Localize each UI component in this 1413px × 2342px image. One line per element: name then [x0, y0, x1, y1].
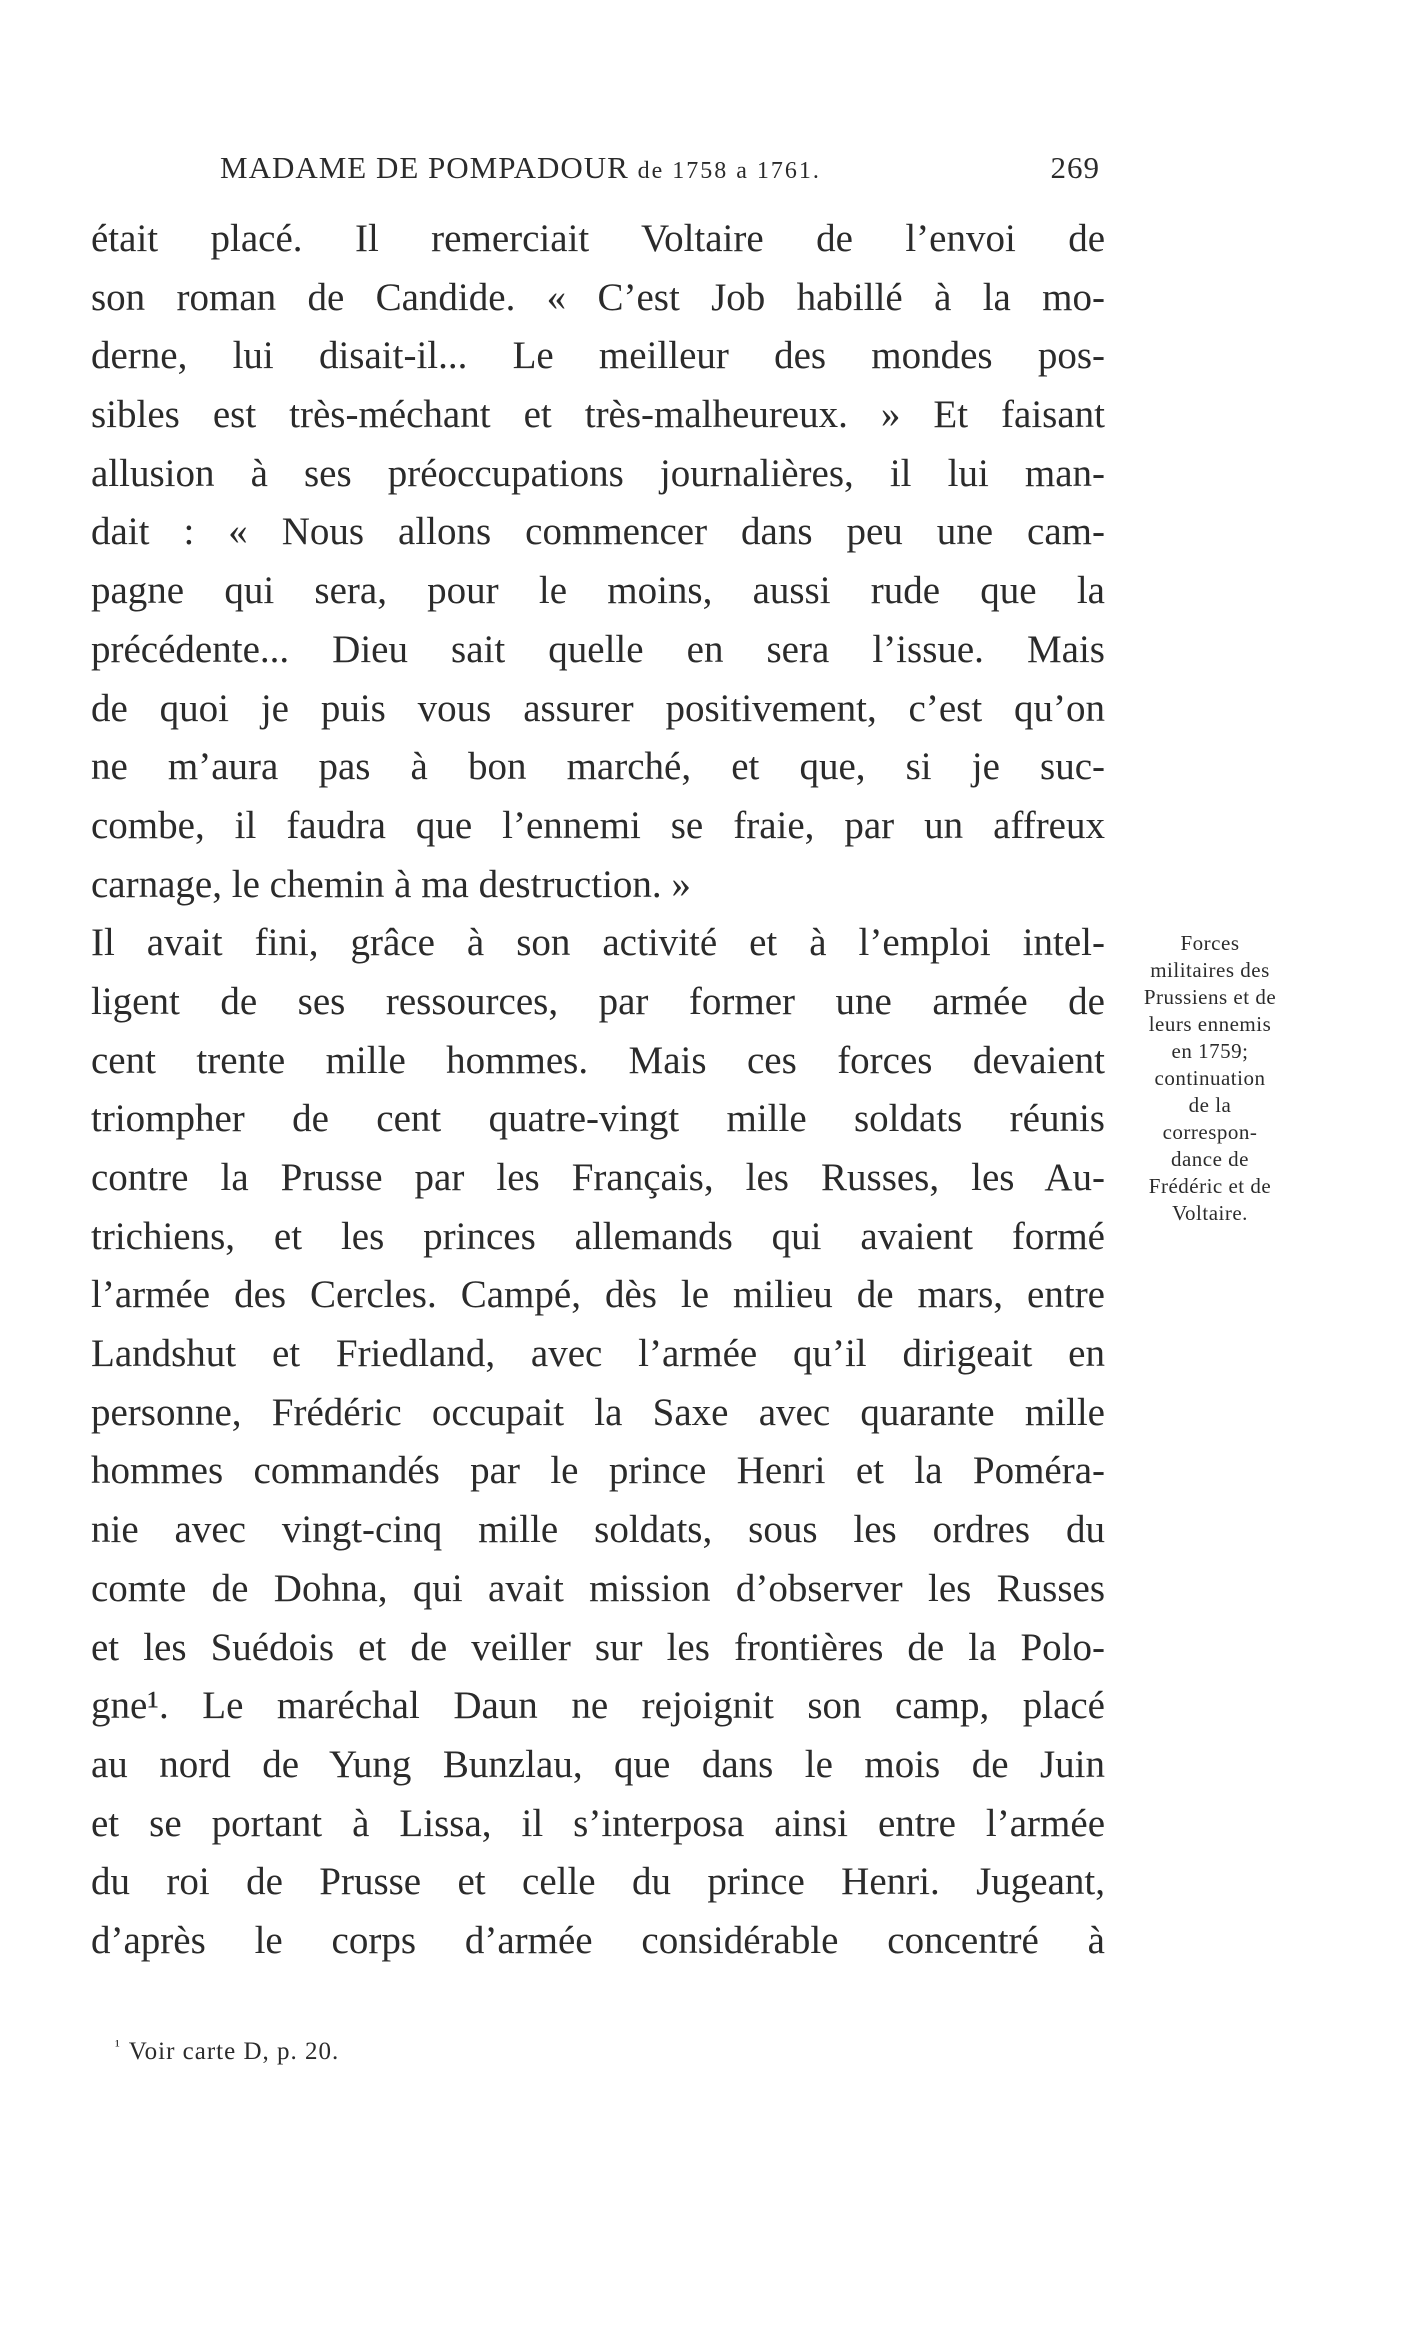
text-line: combe, il faudra que l’ennemi se fraie, par un affreux [91, 803, 1105, 847]
text-line: gne¹. Le maréchal Daun ne rejoignit son camp, placé [91, 1684, 1105, 1728]
running-head [220, 150, 1100, 194]
body-text [91, 210, 1105, 1971]
text-line: ligent de ses ressources, par former une armée de [91, 979, 1105, 1023]
marginal-note-line: Voltaire. [1172, 1201, 1248, 1225]
text-line: triompher de cent quatre-vingt mille soldats réunis [91, 1097, 1105, 1141]
marginal-note-line: Forces [1180, 931, 1240, 955]
text-line: derne, lui disait-il... Le meilleur des mondes pos- [91, 334, 1105, 378]
text-line: Landshut et Friedland, avec l’armée qu’il dirigeait en [91, 1332, 1105, 1376]
marginal-note-line: Frédéric et de [1148, 1174, 1272, 1198]
text-line: de quoi je puis vous assurer positivement, c’est qu’on [91, 686, 1105, 730]
running-title [220, 150, 821, 186]
text-line: personne, Frédéric occupait la Saxe avec quarante mille [91, 1390, 1105, 1434]
text-line: et les Suédois et de veiller sur les frontières de la Polo- [91, 1625, 1105, 1669]
marginal-note-line: en 1759; [1171, 1039, 1249, 1063]
text-line: sibles est très-méchant et très-malheureux. » Et faisant [91, 393, 1105, 437]
paragraph-end-line: carnage, le chemin à ma destruction. » [91, 862, 691, 906]
marginal-note-line: Prussiens et de [1143, 985, 1277, 1009]
text-line: pagne qui sera, pour le moins, aussi rude que la [91, 569, 1105, 613]
marginal-note-line: correspon- [1162, 1120, 1258, 1144]
marginal-note-line: dance de [1170, 1147, 1250, 1171]
text-line: était placé. Il remerciait Voltaire de l’envoi de [91, 217, 1105, 260]
marginal-note [1110, 930, 1310, 1227]
marginal-note-line: militaires des [1150, 958, 1270, 982]
marginal-note-line: leurs ennemis [1148, 1012, 1272, 1036]
running-title-main: MADAME DE POMPADOUR [220, 150, 629, 185]
text-line: nie avec vingt-cinq mille soldats, sous les ordres du [91, 1508, 1105, 1552]
footnote-marker: ¹ [115, 2038, 121, 2055]
paragraph-first-line: Il avait fini, grâce à son activité et à l’emploi intel- [91, 921, 1105, 965]
text-line: et se portant à Lissa, il s’interposa ainsi entre l’armée [91, 1801, 1105, 1845]
text-line: l’armée des Cercles. Campé, dès le milieu de mars, entre [91, 1273, 1105, 1317]
text-line: d’après le corps d’armée considérable concentré à [91, 1918, 1105, 1962]
text-line: cent trente mille hommes. Mais ces forces devaient [91, 1038, 1105, 1082]
text-line: trichiens, et les princes allemands qui avaient formé [91, 1214, 1105, 1258]
marginal-note-line: de la [1188, 1093, 1232, 1117]
footnote-text: Voir carte D, p. 20. [128, 2038, 340, 2065]
text-line: comte de Dohna, qui avait mission d’observer les Russes [91, 1566, 1105, 1610]
text-line: son roman de Candide. « C’est Job habillé à la mo- [91, 275, 1105, 319]
footnote [115, 2038, 339, 2066]
running-title-tail: de 1758 a 1761. [637, 158, 821, 184]
text-line: dait : « Nous allons commencer dans peu une cam- [91, 510, 1105, 554]
page-number: 269 [1050, 150, 1100, 185]
text-line: allusion à ses préoccupations journalières, il lui man- [91, 451, 1105, 495]
text-line: ne m’aura pas à bon marché, et que, si je suc- [91, 745, 1105, 789]
text-line: hommes commandés par le prince Henri et la Poméra- [91, 1449, 1105, 1493]
text-line: au nord de Yung Bunzlau, que dans le mois de Juin [91, 1742, 1105, 1786]
text-line: précédente... Dieu sait quelle en sera l’issue. Mais [91, 627, 1105, 671]
text-line: contre la Prusse par les Français, les Russes, les Au- [91, 1156, 1105, 1199]
text-line: du roi de Prusse et celle du prince Henri. Jugeant, [91, 1860, 1105, 1904]
marginal-note-line: continuation [1154, 1066, 1266, 1090]
